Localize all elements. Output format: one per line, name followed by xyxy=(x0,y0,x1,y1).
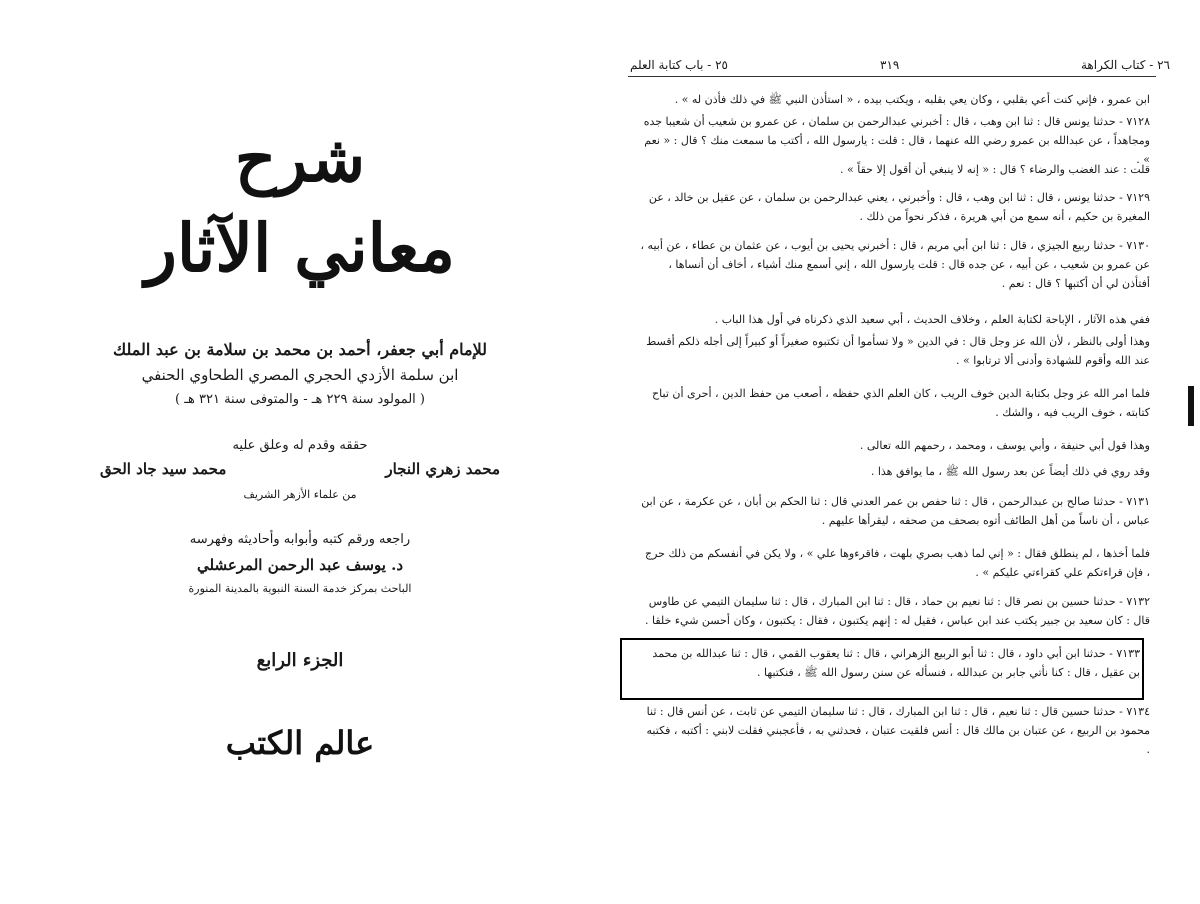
reviewer-name: د. يوسف عبد الرحمن المرعشلي xyxy=(196,556,404,574)
volume-label: الجزء الرابع xyxy=(256,650,344,671)
paragraph: ابن عمرو ، فإني كنت أعي بقلبي ، وكان يعي بقلبه ، ويكتب بيده ، « استأذن النبي ﷺ في ذلك فأذن له » . xyxy=(674,93,1150,106)
paragraph: وهذا قول أبي حنيفة ، وأبي يوسف ، ومحمد ، رحمهم الله تعالى . xyxy=(859,439,1150,452)
highlight-box xyxy=(620,638,1144,700)
publisher-logo: عالم الكتب xyxy=(225,724,375,762)
editors-heading: حققه وقدم له وعلق عليه xyxy=(232,438,368,453)
paragraph: وقد روي في ذلك أيضاً عن بعد رسول الله ﷺ ، ما يوافق هذا . xyxy=(870,465,1150,478)
author-line-2: ابن سلمة الأزدي الحجري المصري الطحاوي الحنفي xyxy=(141,366,459,384)
page-number: ٣١٩ xyxy=(880,58,900,72)
header-chapter: ٢٥ - باب كتابة العلم xyxy=(630,58,728,72)
editor-2: محمد سيد جاد الحق xyxy=(100,460,227,478)
book-title-line-2: معاني الآثار xyxy=(145,209,455,287)
paragraph: فلما أخذها ، لم ينطلق فقال : « إني لما ذهب بصري بلهت ، فاقرءوها علي » ، ولا يكن في أنفسكم من ذلك حرج ، فإن قراءتكم علي كقراءتي عليكم » . xyxy=(644,547,1150,579)
paragraph: وهذا أولى بالنظر ، لأن الله عز وجل قال : في الدين « ولا تسأموا أن تكتبوه صغيراً أو كبيراً إلى أجله ذلكم أقسط عند الله وأقوم للشهادة وأدنى ألا ترتابوا » . xyxy=(646,335,1150,367)
hadith-7133: ٧١٣٣ - حدثنا ابن أبي داود ، قال : ثنا أبو الربيع الزهراني ، قال : ثنا يعقوب القمي ، قال : ثنا عبدالله بن محمد بن عقيل ، قال : كنا نأتي جابر بن عبدالله ، فنسأله عن سنن رسول الله ﷺ ، فنكتبها . xyxy=(652,647,1140,679)
hadith-7132: ٧١٣٢ - حدثنا حسين بن نصر قال : ثنا نعيم بن حماد ، قال : ثنا ابن المبارك ، قال : ثنا سليمان التيمي عن طاوس قال : كان سعيد بن جبير يكتب عند ابن عباس ، فقيل له : إنهم يكتبون ، فقال : يكتبون ، وكان أحسن شيء خلقا . xyxy=(645,595,1150,627)
page-edge-mark xyxy=(1188,386,1194,426)
hadith-7134: ٧١٣٤ - حدثنا حسين قال : ثنا نعيم ، قال : ثنا ابن المبارك ، قال : ثنا سليمان التيمي عن ثابت ، عن أنس قال : ثنا محمود بن الربيع ، عن عتبان بن مالك قال : أنس فلقيت عتبان ، فحدثني به ، فأعجبني فقلت لابني : أكتبه ، فكتبه . xyxy=(646,705,1150,756)
hadith-7130: ٧١٣٠ - حدثنا ربيع الجيزي ، قال : ثنا ابن أبي مريم ، قال : أخبرني يحيى بن أيوب ، عن عثمان بن عطاء ، عن أبيه ، عن عمرو بن شعيب ، عن أبيه ، عن جده قال : قلت يارسول الله ، إني أسمع منك أشياء ، أخاف أن أنساها ، أفتأذن لي أن أكتبها ؟ قال : نعم . xyxy=(640,239,1150,290)
book-title-line-1: شرح xyxy=(234,122,366,197)
paragraph: فلما امر الله عز وجل بكتابة الدين خوف الريب ، كان العلم الذي حفظه ، أصعب من حفظ الدين ، أحرى أن تباح كتابته ، خوف الريب فيه ، والشك . xyxy=(652,387,1150,419)
review-heading: راجعه ورقم كتبه وأبوابه وأحاديثه وفهرسه xyxy=(189,532,411,547)
hadith-7131: ٧١٣١ - حدثنا صالح بن عبدالرحمن ، قال : ثنا حفص بن عمر العدني قال : ثنا الحكم بن أبان ، عن عكرمة ، عن ابن عباس ، أن ناساً من أهل الطائف أتوه بصحف من صحفه ، ليقرأها عليهم . xyxy=(641,495,1150,527)
author-line-1: للإمام أبي جعفر، أحمد بن محمد بن سلامة بن عبد الملك xyxy=(112,340,488,359)
running-header xyxy=(630,58,1170,78)
header-rule xyxy=(628,76,1156,77)
text-page xyxy=(600,0,1200,904)
hadith-7128: ٧١٢٨ - حدثنا يونس قال : ثنا ابن وهب ، قال : أخبرني عبدالرحمن بن سلمان ، عن عمرو بن شعيب أن شعيبا جده ومجاهداً ، عن عبدالله بن عمرو رضي الله عنهما ، قال : قلت : يارسول الله ، أكتب ما سمعت منك ؟ قال : « نعم » . xyxy=(643,115,1150,166)
editors-note: من علماء الأزهر الشريف xyxy=(243,488,357,501)
reviewer-note: الباحث بمركز خدمة السنة النبوية بالمدينة المنورة xyxy=(188,582,412,595)
paragraph: قلت : عند الغضب والرضاء ؟ قال : « إنه لا ينبغي أن أقول إلا حقاً » . xyxy=(840,163,1150,176)
author-dates: ( المولود سنة ٢٢٩ هـ - والمتوفى سنة ٣٢١ هـ ) xyxy=(174,392,425,407)
paragraph: ففي هذه الآثار ، الإباحة لكتابة العلم ، وخلاف الحديث ، أبي سعيد الذي ذكرناه في أول هذا الباب . xyxy=(714,313,1150,326)
editors-row xyxy=(100,460,500,478)
hadith-7129: ٧١٢٩ - حدثنا يونس ، قال : ثنا ابن وهب ، قال : وأخبرني ، يعني عبدالرحمن بن سلمان ، عن عقيل بن خالد ، عن المغيرة بن حكيم ، أنه سمع من أبي هريرة ، فذكر نحواً من ذلك . xyxy=(648,191,1150,223)
header-book: ٢٦ - كتاب الكراهة xyxy=(1080,58,1170,72)
editor-1: محمد زهري النجار xyxy=(385,460,500,478)
